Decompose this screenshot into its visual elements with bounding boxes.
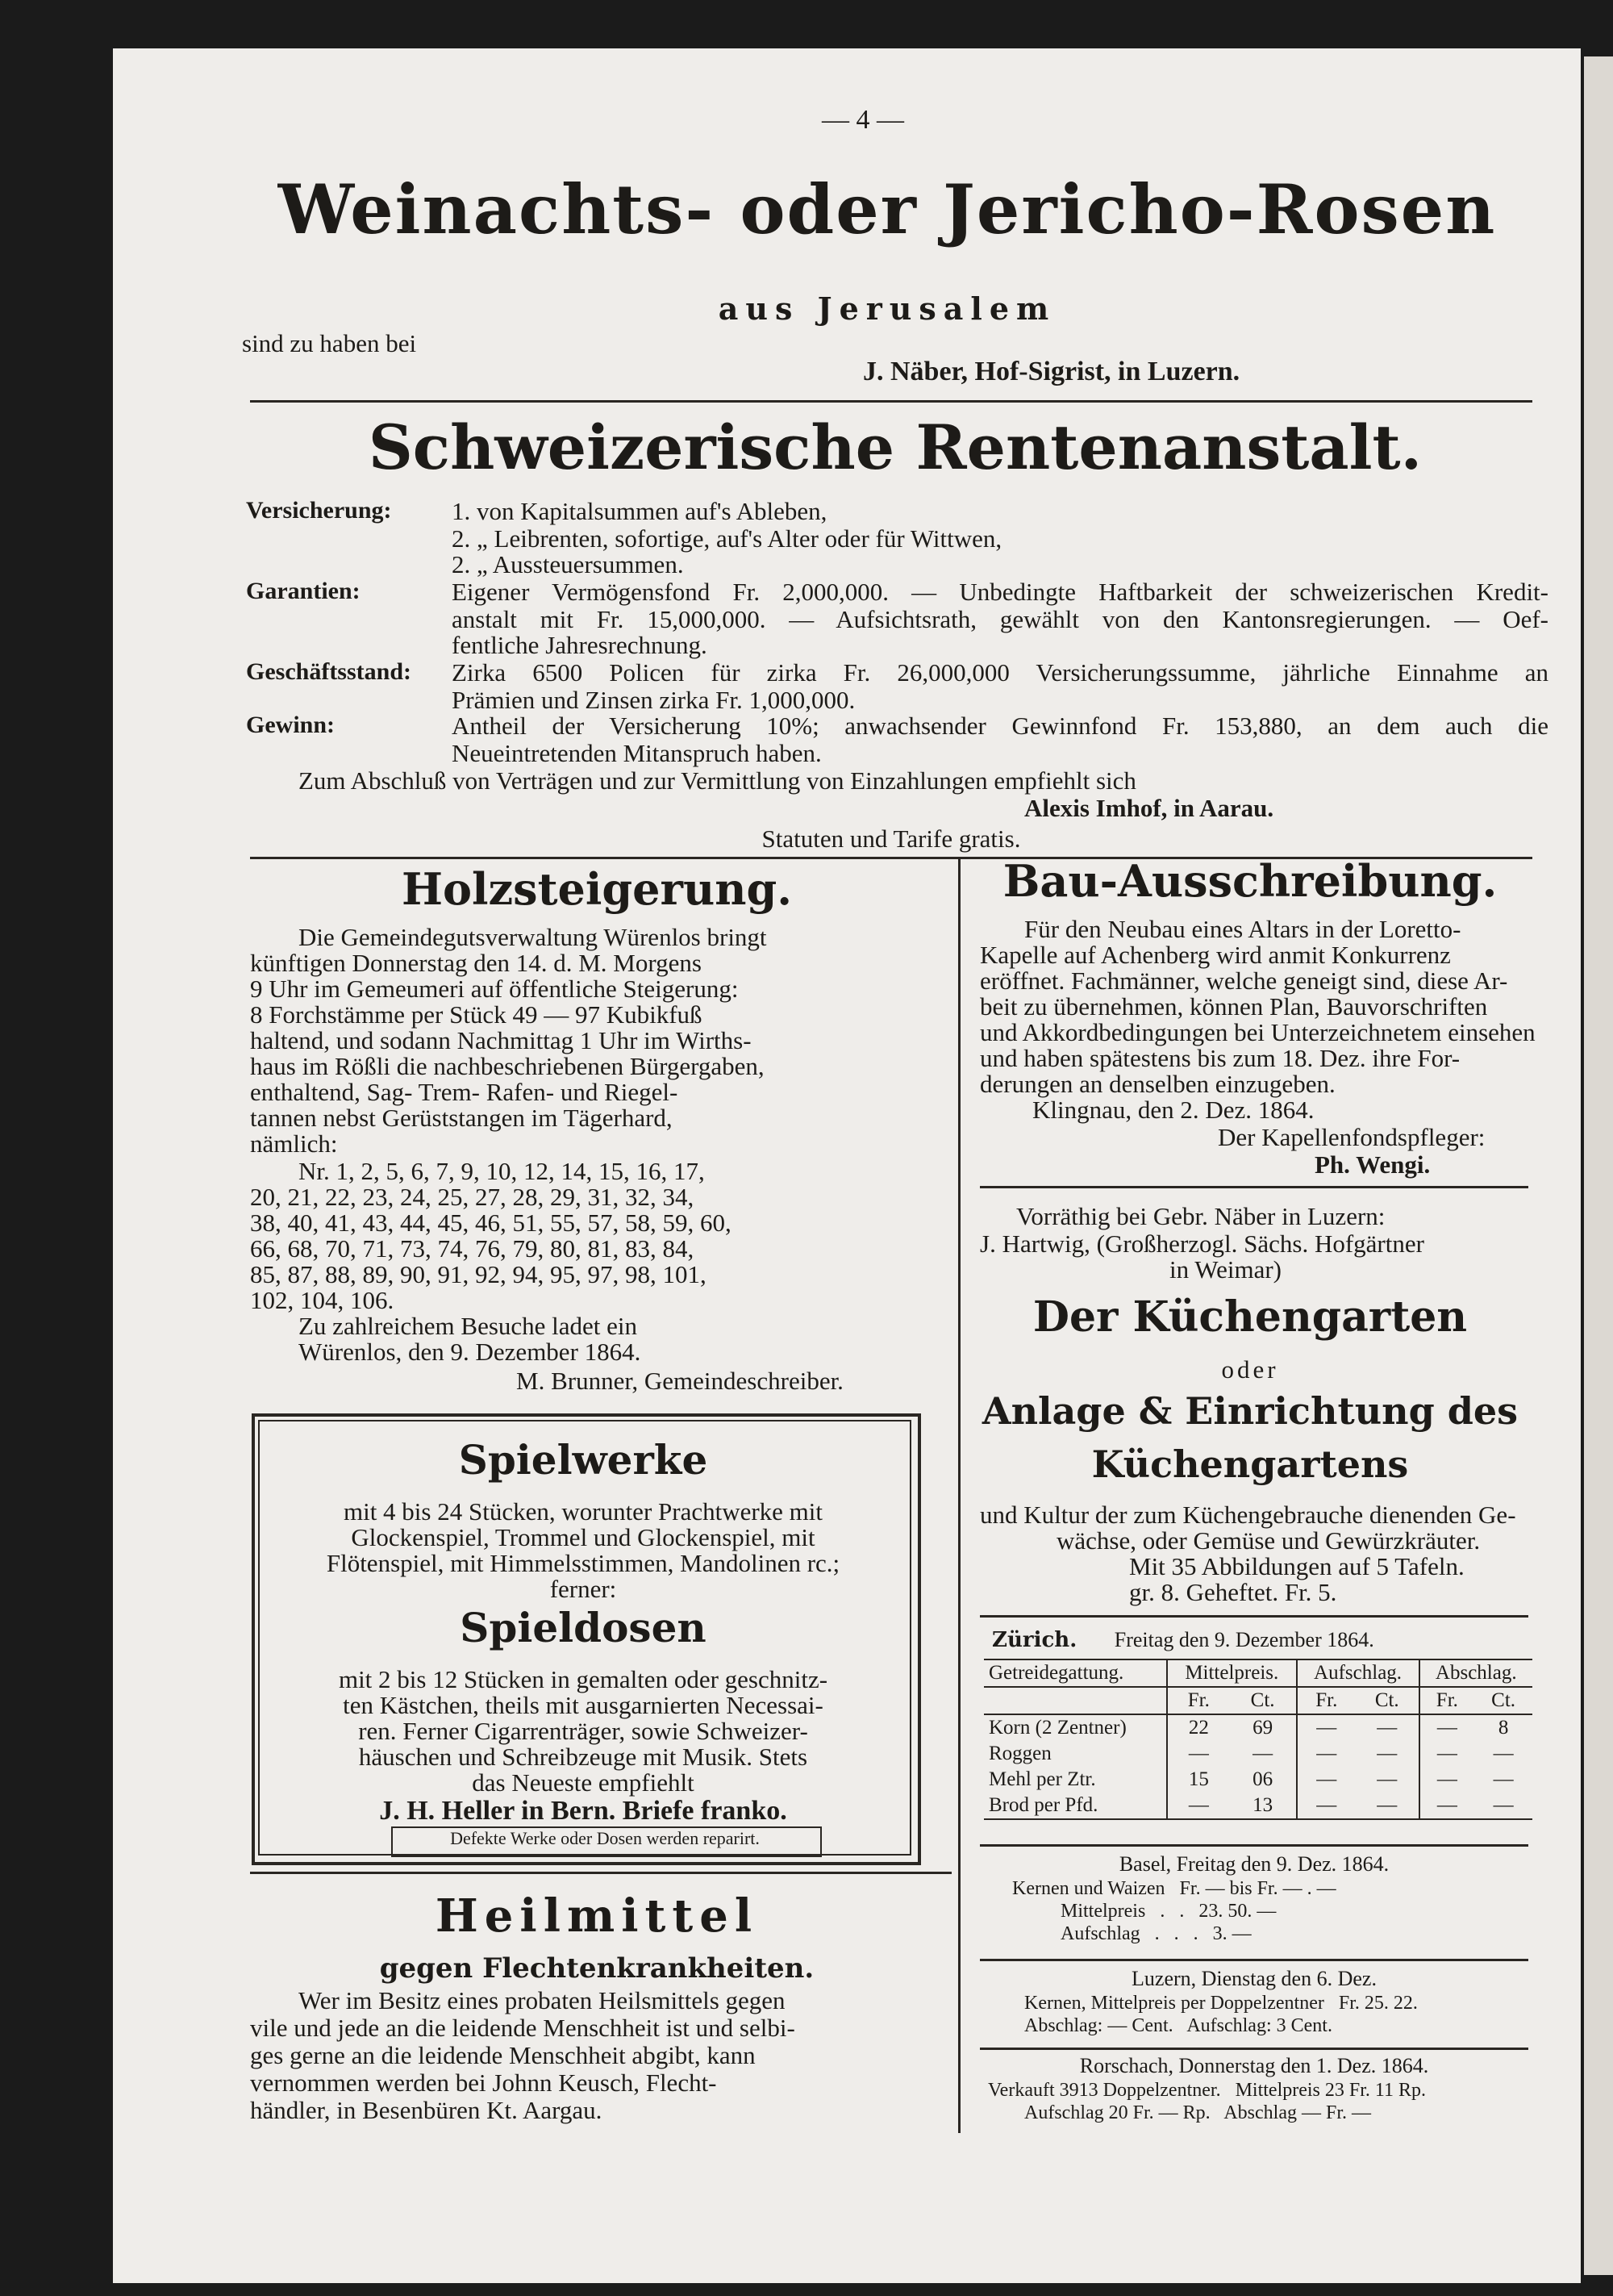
holz-title: Holzsteigerung. <box>401 863 793 915</box>
luzern-line: Kernen, Mittelpreis per Doppelzentner Fr. 25. 22. <box>1024 1993 1418 2014</box>
heil-line: vile und jede an die leidende Menschheit ist und selbi- <box>250 2014 795 2042</box>
bau-line: Kapelle auf Achenberg wird anmit Konkurrenz <box>980 941 1451 969</box>
holz-line: tannen nebst Gerüststangen im Tägerhard, <box>250 1104 673 1132</box>
spielwerke-line: mit 4 bis 24 Stücken, worunter Prachtwerke mit <box>343 1497 823 1526</box>
divider <box>250 1872 952 1874</box>
heil-line: vernommen werden bei Johnn Keusch, Flecht- <box>250 2068 717 2097</box>
cell: — <box>1167 1741 1230 1767</box>
table-row <box>984 1714 1532 1741</box>
renten-line: Prämien und Zinsen zirka Fr. 1,000,000. <box>452 686 856 714</box>
col-header: Getreidegattung. <box>989 1662 1124 1684</box>
bau-line: derungen an denselben einzugeben. <box>980 1070 1336 1098</box>
renten-title: Schweizerische Rentenanstalt. <box>368 411 1423 483</box>
holz-line: haltend, und sodann Nachmittag 1 Uhr im Wirths- <box>250 1026 752 1054</box>
holz-lot-numbers: 102, 104, 106. <box>250 1286 394 1314</box>
holz-line: 8 Forchstämme per Stück 49 — 97 Kubikfuß <box>250 1000 702 1029</box>
cell: 15 <box>1167 1767 1230 1793</box>
jericho-subtitle: aus Jerusalem <box>718 290 1057 327</box>
renten-line: 2. „ Aussteuersummen. <box>452 550 684 578</box>
column-divider <box>958 858 961 2133</box>
bau-signature: Ph. Wengi. <box>1315 1150 1431 1179</box>
newspaper-page <box>113 48 1581 2283</box>
cell: — <box>1419 1741 1475 1767</box>
table-row <box>984 1767 1532 1793</box>
bau-date: Klingnau, den 2. Dez. 1864. <box>1032 1096 1315 1124</box>
cell: — <box>1493 1743 1514 1764</box>
luzern-header: Luzern, Dienstag den 6. Dez. <box>1132 1967 1377 1990</box>
basel-header: Basel, Freitag den 9. Dez. 1864. <box>1119 1852 1390 1876</box>
bau-line: eröffnet. Fachmänner, welche geneigt sind, diese Ar- <box>980 966 1508 995</box>
cell: — <box>1493 1794 1514 1816</box>
cell: 13 <box>1252 1794 1273 1816</box>
cell: — <box>1297 1793 1356 1819</box>
spielwerke-line: Flötenspiel, mit Himmelsstimmen, Mandolinen rc.; <box>326 1549 840 1577</box>
cell: — <box>1252 1743 1273 1764</box>
kuchen-title3: Küchengartens <box>1091 1442 1409 1486</box>
holz-line: Die Gemeindegutsverwaltung Würenlos bringt <box>298 923 767 951</box>
cell: — <box>1419 1767 1475 1793</box>
renten-line: Neueintretenden Mitanspruch haben. <box>452 739 822 767</box>
next-page-edge <box>1584 56 1613 2275</box>
spiel-note: Defekte Werke oder Dosen werden reparirt. <box>450 1828 760 1848</box>
unit-header: Ct. <box>1250 1689 1275 1711</box>
renten-closing: Zum Abschluß von Verträgen und zur Vermittlung von Einzahlungen empfiehlt sich <box>298 766 1136 795</box>
spieldosen-line: häuschen und Schreibzeuge mit Musik. Stets <box>358 1743 808 1771</box>
cell: 69 <box>1252 1717 1273 1739</box>
table-row <box>984 1741 1532 1767</box>
divider <box>980 1844 1528 1847</box>
row-label: Mehl per Ztr. <box>989 1768 1096 1790</box>
bau-line: und haben spätestens bis zum 18. Dez. ihre For- <box>980 1044 1461 1072</box>
cell: — <box>1377 1717 1398 1739</box>
zurich-header <box>992 1628 1374 1652</box>
rorschach-line: Aufschlag 20 Fr. — Rp. Abschlag — Fr. — <box>1024 2102 1371 2123</box>
unit-header: Fr. <box>1297 1687 1356 1714</box>
cell: 8 <box>1498 1717 1509 1739</box>
divider <box>980 2048 1528 2050</box>
cell: — <box>1377 1794 1398 1816</box>
holz-line: Zu zahlreichem Besuche ladet ein <box>298 1312 638 1340</box>
zurich-date: Freitag den 9. Dezember 1864. <box>1114 1628 1374 1651</box>
row-label: Korn (2 Zentner) <box>989 1717 1127 1739</box>
holz-line: haus im Rößli die nachbeschriebenen Bürgergaben, <box>250 1052 765 1080</box>
divider <box>980 1615 1528 1618</box>
kuchen-line: und Kultur der zum Küchengebrauche dienenden Ge- <box>980 1501 1516 1529</box>
renten-label: Gewinn: <box>246 712 336 738</box>
unit-header: Ct. <box>1374 1689 1399 1711</box>
bau-line: beit zu übernehmen, können Plan, Bauvorschriften <box>980 992 1488 1021</box>
kuchen-line: gr. 8. Geheftet. Fr. 5. <box>1129 1578 1337 1606</box>
luzern-line: Abschlag: — Cent. Aufschlag: 3 Cent. <box>1024 2015 1332 2036</box>
kuchen-title2: Anlage & Einrichtung des <box>982 1389 1519 1433</box>
kuchen-intro: J. Hartwig, (Großherzogl. Sächs. Hofgärtner <box>980 1229 1424 1258</box>
cell: — <box>1419 1793 1475 1819</box>
jericho-title: Weinachts- oder Jericho-Rosen <box>277 169 1497 249</box>
renten-line: Zirka 6500 Policen für zirka Fr. 26,000,000 Versicherungssumme, jährliche Einnahme an <box>452 658 1548 687</box>
heil-title: Heilmittel <box>435 1889 759 1943</box>
page-number: — 4 — <box>822 105 904 135</box>
spieldosen-line: ren. Ferner Cigarrenträger, sowie Schweizer- <box>358 1717 808 1745</box>
rorschach-line: Verkauft 3913 Doppelzentner. Mittelpreis 23 Fr. 11 Rp. <box>988 2080 1427 2101</box>
col-header: Aufschlag. <box>1297 1659 1419 1687</box>
kuchen-title: Der Küchengarten <box>1032 1292 1468 1342</box>
bau-role: Der Kapellenfondspfleger: <box>1218 1123 1486 1151</box>
basel-line: Kernen und Waizen Fr. — bis Fr. — . — <box>1012 1878 1336 1899</box>
basel-line: Aufschlag . . . 3. — <box>1061 1923 1252 1944</box>
renten-footer: Statuten und Tarife gratis. <box>761 824 1021 853</box>
col-header: Abschlag. <box>1419 1659 1532 1687</box>
cell: 06 <box>1252 1768 1273 1790</box>
rorschach-header: Rorschach, Donnerstag den 1. Dez. 1864. <box>1079 2054 1429 2077</box>
cell: — <box>1297 1714 1356 1741</box>
holz-line: künftigen Donnerstag den 14. d. M. Morgens <box>250 949 702 977</box>
heil-subtitle: gegen Flechtenkrankheiten. <box>379 1952 815 1985</box>
renten-line: 1. von Kapitalsummen auf's Ableben, <box>452 497 827 525</box>
cell: 22 <box>1167 1714 1230 1741</box>
renten-label: Versicherung: <box>246 497 392 524</box>
bau-title: Bau-Ausschreibung. <box>1002 855 1498 907</box>
holz-line: enthaltend, Sag- Trem- Rafen- und Riegel- <box>250 1078 678 1106</box>
divider <box>250 400 1532 403</box>
bau-line: und Akkordbedingungen bei Unterzeichnetem einsehen <box>980 1018 1536 1046</box>
holz-date: Würenlos, den 9. Dezember 1864. <box>298 1338 641 1366</box>
divider <box>980 1186 1528 1188</box>
row-label: Roggen <box>989 1743 1052 1764</box>
kuchen-line: wächse, oder Gemüse und Gewürzkräuter. <box>1057 1526 1481 1555</box>
heil-line: Wer im Besitz eines probaten Heilsmittels gegen <box>298 1986 786 2014</box>
heil-line: ges gerne an die leidende Menschheit abgibt, kann <box>250 2041 756 2069</box>
jericho-vendor: J. Näber, Hof-Sigrist, in Luzern. <box>863 357 1240 386</box>
holz-lot-numbers: 85, 87, 88, 89, 90, 91, 92, 94, 95, 97, 98, 101, <box>250 1260 706 1288</box>
renten-line: 2. „ Leibrenten, sofortige, auf's Alter oder für Wittwen, <box>452 524 1002 553</box>
cell: — <box>1167 1793 1230 1819</box>
divider <box>980 1959 1528 1961</box>
cell: — <box>1297 1741 1356 1767</box>
renten-agent: Alexis Imhof, in Aarau. <box>1024 794 1274 822</box>
spieldosen-line: das Neueste empfiehlt <box>472 1768 694 1797</box>
basel-line: Mittelpreis . . 23. 50. — <box>1061 1901 1277 1922</box>
renten-line: anstalt mit Fr. 15,000,000. — Aufsichtsrath, gewählt von den Kantonsregierungen. — Oef- <box>452 605 1548 633</box>
spielwerke-line: Glockenspiel, Trommel und Glockenspiel, mit <box>351 1523 815 1551</box>
spieldosen-line: mit 2 bis 12 Stücken in gemalten oder geschnitz- <box>338 1665 828 1693</box>
table-row <box>984 1793 1532 1819</box>
holz-lot-numbers: 38, 40, 41, 43, 44, 45, 46, 51, 55, 57, 58, 59, 60, <box>250 1209 731 1237</box>
cell: — <box>1493 1768 1514 1790</box>
holz-lot-numbers: Nr. 1, 2, 5, 6, 7, 9, 10, 12, 14, 15, 16, 17, <box>298 1157 705 1185</box>
holz-lot-numbers: 66, 68, 70, 71, 73, 74, 76, 79, 80, 81, 83, 84, <box>250 1234 694 1263</box>
spielwerke-line: ferner: <box>549 1575 617 1603</box>
kuchen-intro: Vorräthig bei Gebr. Näber in Luzern: <box>1016 1202 1386 1230</box>
zurich-city: Zürich. <box>992 1628 1077 1652</box>
cell: — <box>1377 1768 1398 1790</box>
spielwerke-title: Spielwerke <box>458 1436 708 1484</box>
kuchen-oder: oder <box>1221 1355 1279 1384</box>
cell: — <box>1297 1767 1356 1793</box>
renten-label: Garantien: <box>246 578 361 604</box>
cell: — <box>1377 1743 1398 1764</box>
spieldosen-line: ten Kästchen, theils mit ausgarnierten Necessai- <box>343 1691 823 1719</box>
cell: — <box>1419 1714 1475 1741</box>
holz-line: nämlich: <box>250 1129 338 1158</box>
renten-line: Eigener Vermögensfond Fr. 2,000,000. — Unbedingte Haftbarkeit der schweizerischen Kredit- <box>452 578 1548 606</box>
row-label: Brod per Pfd. <box>989 1794 1098 1816</box>
jericho-left: sind zu haben bei <box>242 329 417 357</box>
renten-line: Antheil der Versicherung 10%; anwachsender Gewinnfond Fr. 153,880, an dem auch die <box>452 712 1548 740</box>
unit-header: Fr. <box>1167 1687 1230 1714</box>
renten-line: fentliche Jahresrechnung. <box>452 631 707 659</box>
holz-line: 9 Uhr im Gemeumeri auf öffentliche Steigerung: <box>250 975 739 1003</box>
spiel-signature: J. H. Heller in Bern. Briefe franko. <box>379 1796 787 1826</box>
zurich-price-table <box>984 1659 1532 1820</box>
kuchen-line: Mit 35 Abbildungen auf 5 Tafeln. <box>1129 1552 1465 1580</box>
holz-lot-numbers: 20, 21, 22, 23, 24, 25, 27, 28, 29, 31, 32, 34, <box>250 1183 694 1211</box>
bau-line: Für den Neubau eines Altars in der Loretto- <box>1024 915 1461 943</box>
unit-header: Ct. <box>1491 1689 1516 1711</box>
holz-signature: M. Brunner, Gemeindeschreiber. <box>516 1367 844 1395</box>
spieldosen-title: Spieldosen <box>460 1604 706 1651</box>
kuchen-intro: in Weimar) <box>1169 1255 1282 1284</box>
renten-label: Geschäftsstand: <box>246 658 412 685</box>
heil-line: händler, in Besenbüren Kt. Aargau. <box>250 2096 602 2124</box>
unit-header: Fr. <box>1419 1687 1475 1714</box>
col-header: Mittelpreis. <box>1167 1659 1297 1687</box>
